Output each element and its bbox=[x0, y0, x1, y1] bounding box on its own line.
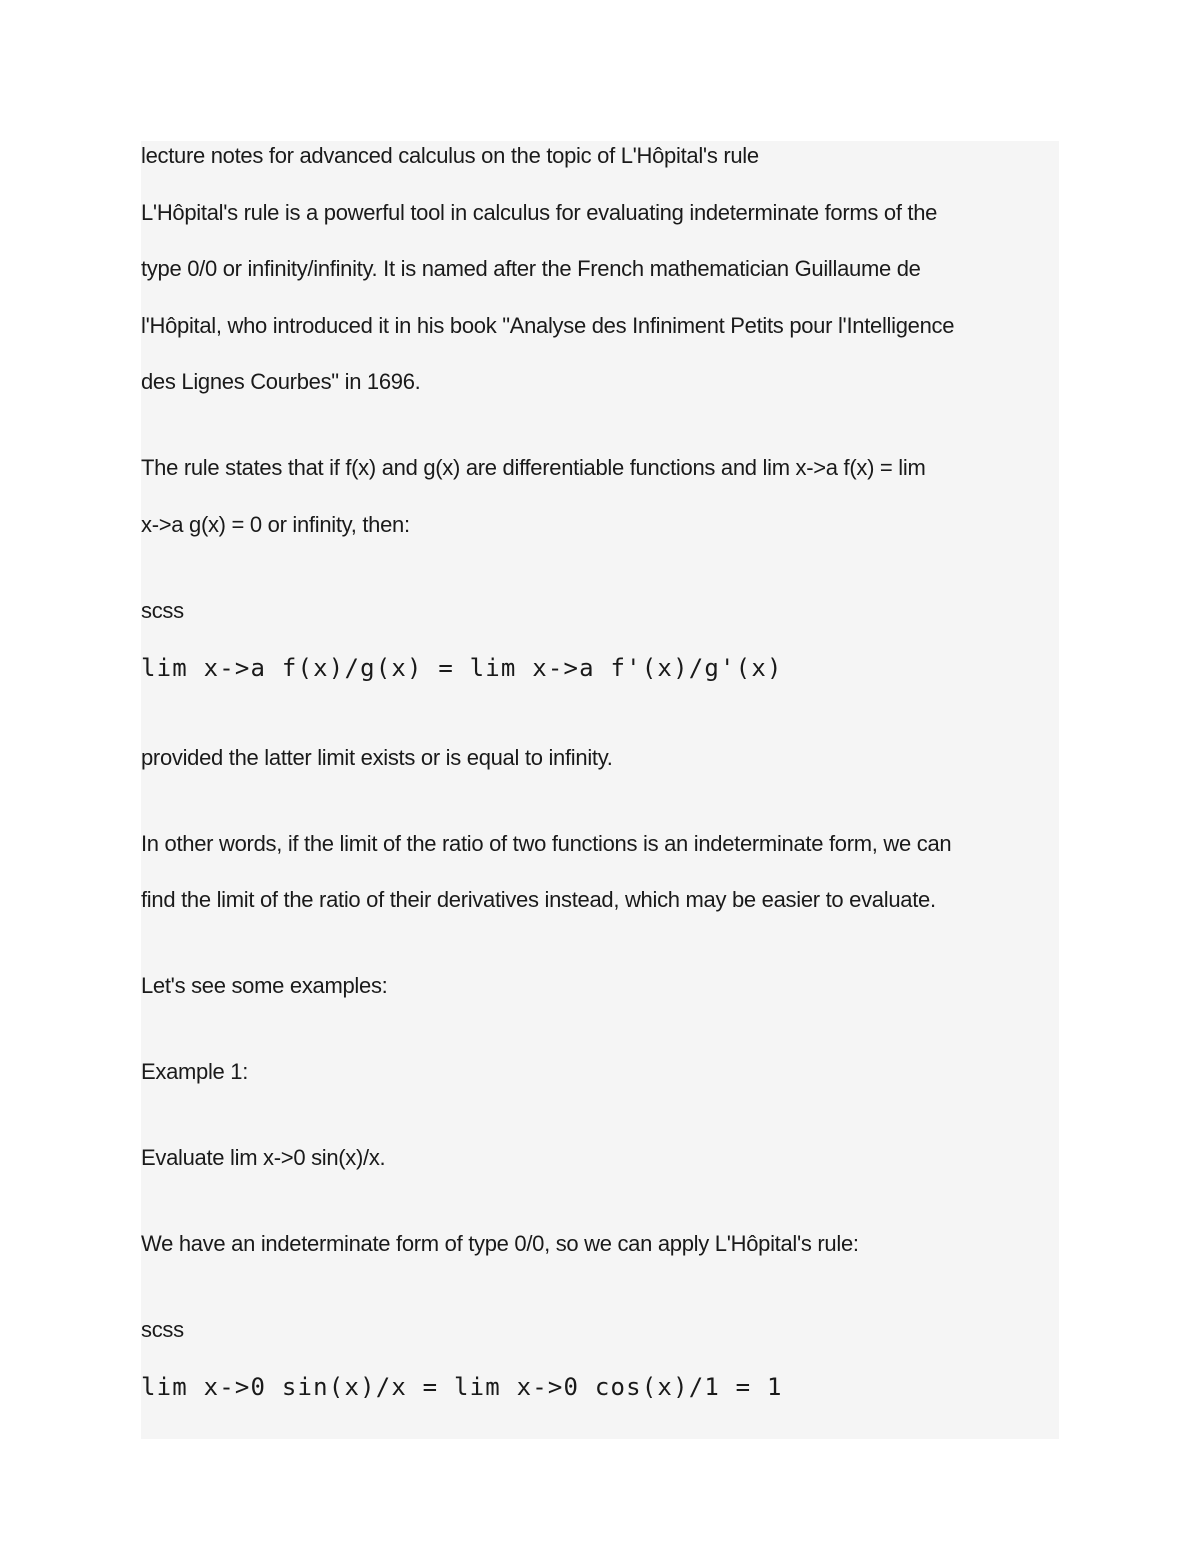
example-1-task: Evaluate lim x->0 sin(x)/x. bbox=[141, 1145, 386, 1170]
code-block-formula: lim x->a f(x)/g(x) = lim x->a f'(x)/g'(x) bbox=[141, 654, 783, 682]
intro-line-4: des Lignes Courbes" in 1696. bbox=[141, 369, 421, 394]
provided-text: provided the latter limit exists or is equal to infinity. bbox=[141, 745, 613, 770]
intro-line-2: type 0/0 or infinity/infinity. It is named after the French mathematician Guillaume de bbox=[141, 256, 921, 281]
example-1-explanation: We have an indeterminate form of type 0/0, so we can apply L'Hôpital's rule: bbox=[141, 1231, 859, 1256]
example-1-code-block: lim x->0 sin(x)/x = lim x->0 cos(x)/1 = 1 bbox=[141, 1373, 783, 1401]
example-1-heading: Example 1: bbox=[141, 1059, 249, 1084]
examples-intro: Let's see some examples: bbox=[141, 973, 388, 998]
intro-line-1: L'Hôpital's rule is a powerful tool in calculus for evaluating indeterminate forms of the bbox=[141, 200, 938, 225]
intro-line-3: l'Hôpital, who introduced it in his book "Analyse des Infiniment Petits pour l'Intelligence bbox=[141, 313, 955, 338]
code-language-label: scss bbox=[141, 598, 184, 623]
rule-line-1: The rule states that if f(x) and g(x) are differentiable functions and lim x->a f(x) = lim bbox=[141, 455, 926, 480]
rule-line-2: x->a g(x) = 0 or infinity, then: bbox=[141, 512, 410, 537]
example-1-code-language-label: scss bbox=[141, 1317, 184, 1342]
document-title: lecture notes for advanced calculus on the topic of L'Hôpital's rule bbox=[141, 143, 759, 168]
other-words-line-2: find the limit of the ratio of their derivatives instead, which may be easier to evaluate. bbox=[141, 887, 936, 912]
other-words-line-1: In other words, if the limit of the ratio of two functions is an indeterminate form, we can bbox=[141, 831, 952, 856]
